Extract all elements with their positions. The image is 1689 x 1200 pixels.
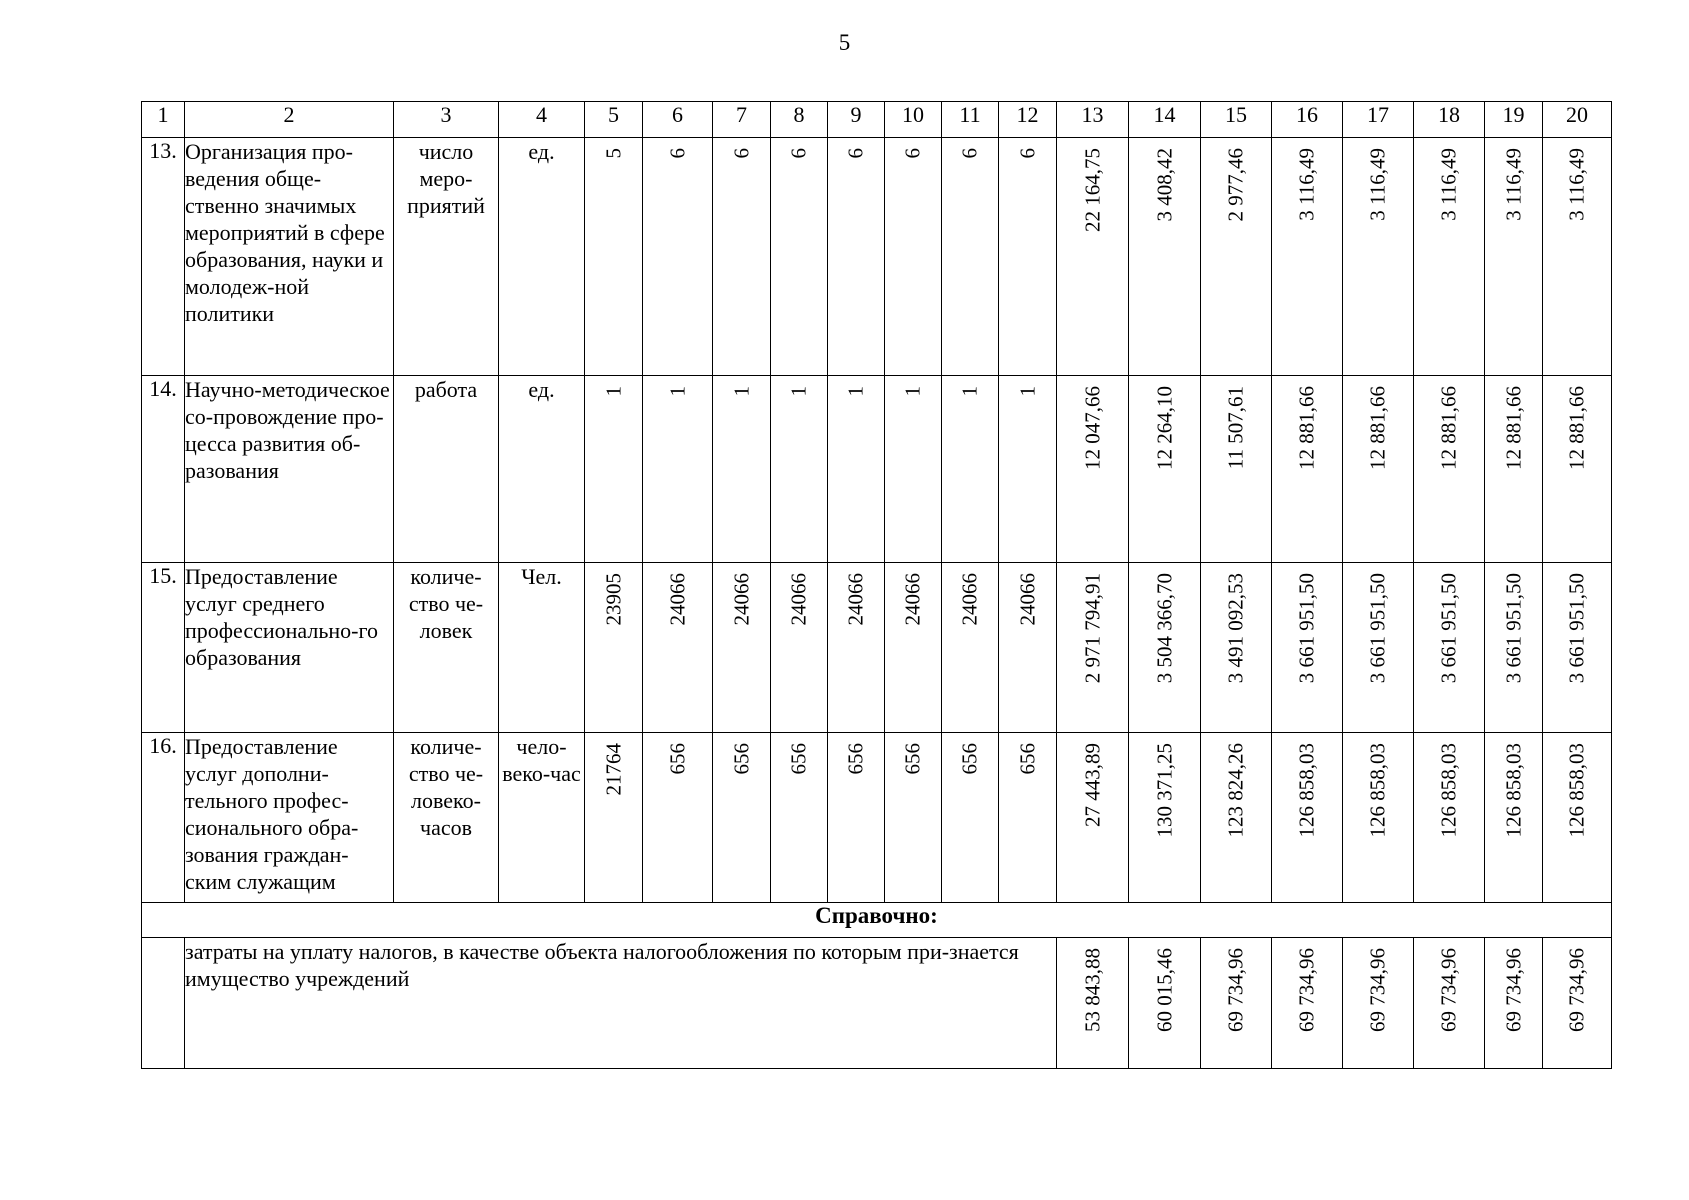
value-text: 1 <box>601 386 625 397</box>
value-cell <box>828 376 885 563</box>
value-text: 12 047,66 <box>1080 386 1104 470</box>
value-text: 126 858,03 <box>1501 743 1525 838</box>
value-cell <box>942 563 999 733</box>
service-name: Организация про-ведения обще-ственно значимых мероприятий в сфере образования, науки и молодеж-ной политики <box>185 138 394 376</box>
value-cell <box>885 733 942 903</box>
value-text: 53 843,88 <box>1080 948 1104 1032</box>
value-text: 6 <box>1015 148 1039 159</box>
header-cell: 7 <box>713 102 771 138</box>
value-cell <box>713 733 771 903</box>
value-text: 3 661 951,50 <box>1294 573 1319 684</box>
value-text: 12 881,66 <box>1564 386 1589 470</box>
value-cell <box>1057 733 1129 903</box>
value-cell <box>585 563 643 733</box>
header-cell: 11 <box>942 102 999 138</box>
value-text: 60 015,46 <box>1152 948 1176 1032</box>
value-cell <box>828 733 885 903</box>
service-name: Предоставление услуг среднего профессионально-го образования <box>185 563 394 733</box>
value-cell <box>1129 733 1201 903</box>
value-cell <box>1129 376 1201 563</box>
row-number: 16. <box>142 733 185 903</box>
value-cell <box>1343 376 1414 563</box>
value-cell <box>942 376 999 563</box>
value-text: 656 <box>957 743 982 775</box>
value-text: 69 734,96 <box>1501 948 1525 1032</box>
header-cell: 6 <box>643 102 713 138</box>
value-text: 3 116,49 <box>1436 148 1461 221</box>
value-cell <box>1485 733 1543 903</box>
value-text: 3 116,49 <box>1564 148 1589 221</box>
value-text: 2 971 794,91 <box>1080 573 1104 684</box>
reference-text: затраты на уплату налогов, в качестве объекта налогообложения по которым при-знается имущество учреждений <box>185 938 1057 1069</box>
value-text: 24066 <box>900 573 925 626</box>
value-cell <box>1343 138 1414 376</box>
value-cell <box>1129 938 1201 1069</box>
value-cell <box>1272 733 1343 903</box>
value-text: 3 504 366,70 <box>1152 573 1176 684</box>
value-text: 12 881,66 <box>1294 386 1319 470</box>
value-cell <box>1543 563 1612 733</box>
header-cell: 13 <box>1057 102 1129 138</box>
value-text: 656 <box>729 743 753 775</box>
value-cell <box>1057 138 1129 376</box>
value-text: 1 <box>665 386 689 397</box>
header-cell: 17 <box>1343 102 1414 138</box>
value-cell <box>643 138 713 376</box>
value-text: 126 858,03 <box>1564 743 1589 838</box>
value-cell <box>1129 138 1201 376</box>
reference-title-row <box>142 903 1612 938</box>
value-cell <box>1057 938 1129 1069</box>
value-cell <box>1201 563 1272 733</box>
value-cell <box>1201 138 1272 376</box>
value-cell <box>1485 376 1543 563</box>
value-text: 656 <box>900 743 925 775</box>
value-cell <box>643 376 713 563</box>
service-name: Научно-методическое со-провождение про-цесса развития об-разования <box>185 376 394 563</box>
header-cell: 14 <box>1129 102 1201 138</box>
value-text: 123 824,26 <box>1223 743 1248 838</box>
value-cell <box>999 563 1057 733</box>
value-text: 1 <box>957 386 982 397</box>
value-text: 656 <box>786 743 811 775</box>
value-text: 24066 <box>786 573 811 626</box>
page-number: 5 <box>838 30 851 55</box>
value-cell <box>1414 376 1485 563</box>
header-cell: 20 <box>1543 102 1612 138</box>
value-cell <box>1414 733 1485 903</box>
reference-title: Справочно: <box>142 903 1612 938</box>
value-cell <box>885 138 942 376</box>
value-cell <box>1543 376 1612 563</box>
value-cell <box>1343 563 1414 733</box>
header-cell: 3 <box>394 102 499 138</box>
measure-name: число меро-приятий <box>394 138 499 376</box>
header-cell: 12 <box>999 102 1057 138</box>
reference-empty-cell <box>142 938 185 1069</box>
value-cell <box>771 733 828 903</box>
value-text: 1 <box>843 386 868 397</box>
unit-name: Чел. <box>499 563 585 733</box>
value-cell <box>1272 376 1343 563</box>
value-text: 24066 <box>729 573 753 626</box>
value-cell <box>885 376 942 563</box>
header-row <box>142 102 1612 138</box>
value-cell <box>1485 938 1543 1069</box>
value-cell <box>713 376 771 563</box>
value-cell <box>1343 938 1414 1069</box>
value-text: 6 <box>900 148 925 159</box>
value-text: 12 881,66 <box>1501 386 1525 470</box>
value-text: 69 734,96 <box>1436 948 1461 1032</box>
value-text: 6 <box>786 148 811 159</box>
value-text: 12 881,66 <box>1436 386 1461 470</box>
header-cell: 2 <box>185 102 394 138</box>
value-text: 126 858,03 <box>1294 743 1319 838</box>
header-cell: 18 <box>1414 102 1485 138</box>
value-text: 656 <box>1015 743 1039 775</box>
value-text: 24066 <box>1015 573 1039 626</box>
value-cell <box>942 733 999 903</box>
row-number: 14. <box>142 376 185 563</box>
unit-name: чело-веко-час <box>499 733 585 903</box>
header-cell: 16 <box>1272 102 1343 138</box>
header-cell: 10 <box>885 102 942 138</box>
value-text: 69 734,96 <box>1223 948 1248 1032</box>
value-text: 11 507,61 <box>1223 386 1248 470</box>
value-cell <box>585 376 643 563</box>
reference-row <box>142 938 1612 1069</box>
value-cell <box>643 563 713 733</box>
value-cell <box>999 733 1057 903</box>
measure-name: количе-ство че-ловеко-часов <box>394 733 499 903</box>
value-cell <box>1272 938 1343 1069</box>
value-cell <box>713 138 771 376</box>
value-text: 130 371,25 <box>1152 743 1176 838</box>
value-cell <box>828 138 885 376</box>
value-cell <box>1057 563 1129 733</box>
unit-name: ед. <box>499 138 585 376</box>
value-cell <box>1201 938 1272 1069</box>
value-cell <box>1057 376 1129 563</box>
row-number: 15. <box>142 563 185 733</box>
value-text: 6 <box>957 148 982 159</box>
value-text: 3 661 951,50 <box>1564 573 1589 684</box>
value-cell <box>1201 376 1272 563</box>
value-cell <box>1201 733 1272 903</box>
value-cell <box>585 733 643 903</box>
header-cell: 9 <box>828 102 885 138</box>
value-text: 3 116,49 <box>1501 148 1525 221</box>
value-text: 22 164,75 <box>1080 148 1104 232</box>
service-name: Предоставление услуг дополни-тельного профес-сионального обра-зования граждан-ским служащим <box>185 733 394 903</box>
value-text: 2 977,46 <box>1223 148 1248 222</box>
value-cell <box>1272 563 1343 733</box>
header-cell: 4 <box>499 102 585 138</box>
value-cell <box>942 138 999 376</box>
value-text: 1 <box>900 386 925 397</box>
value-text: 24066 <box>665 573 689 626</box>
header-cell: 1 <box>142 102 185 138</box>
value-cell <box>828 563 885 733</box>
data-table <box>141 101 1612 1069</box>
value-text: 69 734,96 <box>1365 948 1390 1032</box>
value-cell <box>643 733 713 903</box>
table-row <box>142 138 1612 376</box>
value-text: 12 881,66 <box>1365 386 1390 470</box>
value-cell <box>771 138 828 376</box>
table-row <box>142 563 1612 733</box>
header-cell: 8 <box>771 102 828 138</box>
value-text: 126 858,03 <box>1365 743 1390 838</box>
value-text: 3 661 951,50 <box>1436 573 1461 684</box>
value-cell <box>1543 733 1612 903</box>
value-text: 3 116,49 <box>1294 148 1319 221</box>
value-cell <box>1272 138 1343 376</box>
measure-name: работа <box>394 376 499 563</box>
value-text: 3 661 951,50 <box>1501 573 1525 684</box>
value-text: 656 <box>843 743 868 775</box>
value-cell <box>585 138 643 376</box>
value-cell <box>1414 138 1485 376</box>
value-text: 27 443,89 <box>1080 743 1104 827</box>
value-cell <box>771 563 828 733</box>
value-text: 69 734,96 <box>1564 948 1589 1032</box>
value-text: 69 734,96 <box>1294 948 1319 1032</box>
value-cell <box>771 376 828 563</box>
value-text: 126 858,03 <box>1436 743 1461 838</box>
value-cell <box>999 138 1057 376</box>
value-text: 12 264,10 <box>1152 386 1176 470</box>
value-cell <box>1485 563 1543 733</box>
value-cell <box>1414 563 1485 733</box>
header-cell: 19 <box>1485 102 1543 138</box>
value-text: 3 661 951,50 <box>1365 573 1390 684</box>
value-text: 21764 <box>601 743 625 796</box>
value-text: 656 <box>665 743 689 775</box>
value-text: 6 <box>729 148 753 159</box>
value-text: 3 116,49 <box>1365 148 1390 221</box>
unit-name: ед. <box>499 376 585 563</box>
value-cell <box>1129 563 1201 733</box>
value-text: 1 <box>786 386 811 397</box>
value-text: 6 <box>843 148 868 159</box>
value-text: 1 <box>1015 386 1039 397</box>
table-row <box>142 733 1612 903</box>
value-text: 24066 <box>957 573 982 626</box>
value-cell <box>1414 938 1485 1069</box>
value-text: 6 <box>665 148 689 159</box>
value-text: 23905 <box>601 573 625 626</box>
header-cell: 5 <box>585 102 643 138</box>
value-text: 1 <box>729 386 753 397</box>
value-cell <box>1543 138 1612 376</box>
value-cell <box>999 376 1057 563</box>
row-number: 13. <box>142 138 185 376</box>
value-text: 24066 <box>843 573 868 626</box>
measure-name: количе-ство че-ловек <box>394 563 499 733</box>
value-cell <box>1485 138 1543 376</box>
value-cell <box>885 563 942 733</box>
table-row <box>142 376 1612 563</box>
value-cell <box>713 563 771 733</box>
value-text: 3 491 092,53 <box>1223 573 1248 684</box>
header-cell: 15 <box>1201 102 1272 138</box>
value-text: 5 <box>601 148 625 159</box>
value-text: 3 408,42 <box>1152 148 1176 222</box>
value-cell <box>1543 938 1612 1069</box>
value-cell <box>1343 733 1414 903</box>
